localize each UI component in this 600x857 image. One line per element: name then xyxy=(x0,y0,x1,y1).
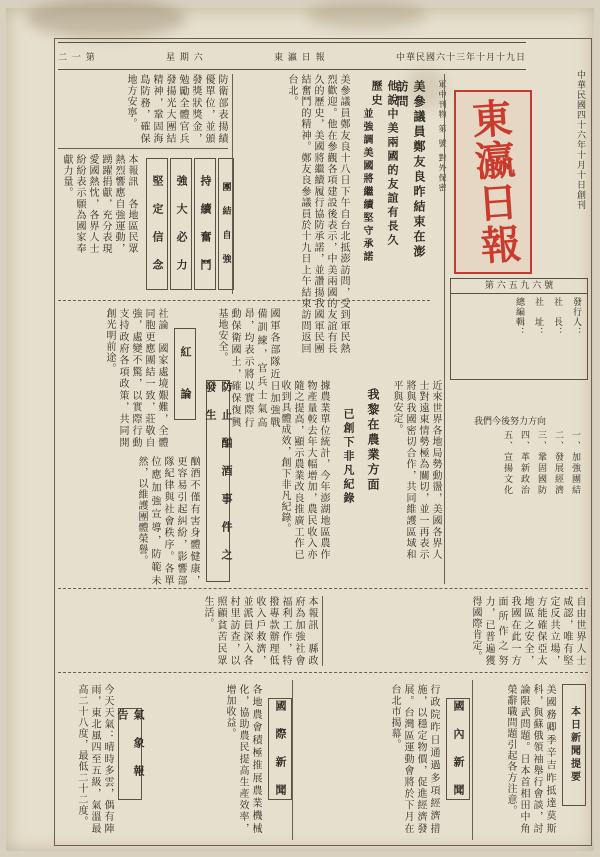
anti-drink-body: 酗酒不僅有害身體健康，更容易引起糾紛，影響部隊紀律與社會秩序。各單位應加強宣導，防範未然，以維護團體榮譽。 xyxy=(136,456,199,586)
contents-item: 二、發展經濟 xyxy=(553,430,563,496)
stain-top-mid xyxy=(306,0,426,30)
editorial-head: 紅 論 xyxy=(174,328,196,420)
lead-body: 美參議員鄭友良十八日下午自台北抵澎訪問，受到軍民熱烈歡迎。他在參觀各項建設後表示，中美兩國的友誼有長久的歷史，美國將繼續履行協防承諾，並讚揚我國軍民團結奮鬥的精神。鄭友良參議員於十九日上午結束訪問返回台北。 xyxy=(286,74,349,354)
lead-subhead-2: 並強調美國將繼續堅守承諾 xyxy=(361,108,372,264)
right-side-body: 近來世界各地局勢動盪，美國各界人士對遠東情勢極為關切，並一再表示將與我國密切合作，共同維護區域和平與安定。 xyxy=(391,380,441,560)
founded-line: 中華民國四十六年十月十日創刊 xyxy=(575,70,585,210)
masthead-seal-text: 東瀛日報 xyxy=(463,96,523,268)
date-line: 中華民國六十三年十月十九日 xyxy=(395,52,526,63)
lead-subhead: 他說中美兩國的友誼有長久歷史 xyxy=(370,80,399,248)
middle-body: 據農業單位統計，今年澎湖地區農作物產量較去年大幅增加，農民收入亦隨之提高，顯示農業改良推廣工作已收到具體成效，創下非凡紀錄。 xyxy=(279,380,329,560)
anti-drink-head: 防 止 酗 酒 事 件 之 發 生 xyxy=(206,380,230,582)
lead-headline: 美參議員鄭友良昨結束在澎訪問 xyxy=(395,80,426,260)
issue-number: 第 六 五 九 六 號 xyxy=(451,279,587,294)
kicker-4: 團 結 自 強 xyxy=(218,158,234,290)
contents-item: 三、鞏固國防 xyxy=(536,430,546,496)
middle-headline: 我黎在農業方面 xyxy=(366,388,380,493)
paper-name-small: 東 瀛 日 報 xyxy=(274,52,326,63)
newspaper-page xyxy=(6,8,594,851)
kicker-2: 強 大 必 力 xyxy=(170,158,192,290)
kicker-1: 堅 定 信 念 xyxy=(146,158,168,290)
staff-editor: 總編輯： xyxy=(514,297,524,337)
news-summary-body: 美國務卿季辛吉昨抵達莫斯科，與蘇俄領袖舉行會談，討論限武問題。日本首相田中角榮辭職問題引起各方注意。 xyxy=(505,684,555,834)
lower-body-3: 國軍各部隊近日加強戰備訓練，官兵士氣高昂，均表示將以實際行動保衛國土，確保復興基地安全。 xyxy=(216,308,279,428)
intl-news-head: 國 際 新 聞 xyxy=(268,698,292,800)
staff-address: 社 址： xyxy=(533,297,543,337)
lower-body-2: 自由世界人士咸認，唯有堅定反共立場，方能確保亞太地區之安全，我國在此一方面所作之努力，已普遍獲得國際肯定。 xyxy=(470,596,585,666)
contents-item: 五、宣揚文化 xyxy=(502,430,512,496)
contents-item: 一、加強團結 xyxy=(570,430,580,496)
page-label: 二 一 第 xyxy=(58,52,96,63)
editorial-body: 社論 國家處境艱難，全體同胞更應團結一致，莊敬自強，處變不驚，以實際行動支持政府各項政策，共同開創光明前途。 xyxy=(104,308,167,448)
weather-body: 今天天氣：晴時多雲，偶有陣雨，東北風四至五級，氣溫最高二十八度，最低二十二度。 xyxy=(76,684,113,834)
middle-subhead: 已創下非凡紀錄 xyxy=(342,408,355,506)
staff-director: 社 長： xyxy=(552,297,562,337)
staff-publisher: 發行人： xyxy=(571,297,581,337)
registration-line: 軍中刊物 第 號 對外保密 xyxy=(438,80,447,194)
contents-title: 我們今後努力方向 xyxy=(474,417,547,427)
kicker-3: 持 續 奮 鬥 xyxy=(194,158,216,290)
weekday: 星 期 六 xyxy=(166,52,204,63)
contents-item: 四、革新政治 xyxy=(519,430,529,496)
stain-top-left xyxy=(26,0,186,38)
column-b: 本報訊 各地區民眾熱烈響應自強運動，踴躍捐獻，充分表現愛國熱忱，各界人士紛紛表示願為國家奉獻力量。 xyxy=(61,154,137,254)
page-frame xyxy=(54,38,592,846)
lower-body-1: 本報訊 縣政府為加強社會福利工作，特撥專款辦理低收入戶救濟，並派員深入各村里訪查，以照顧貧苦民眾生活。 xyxy=(202,596,317,666)
domestic-news-head: 國 內 新 聞 xyxy=(446,698,470,800)
farm-news-body: 各地農會積極推展農業機械化，協助農民提高生產效率，增加收益。 xyxy=(224,684,261,834)
weather-head: 氣 象 報 告 xyxy=(118,708,142,800)
domestic-news-body: 行政院昨日通過多項經濟措施，以穩定物價，促進經濟發展。台灣區運動會將於下月在台北市揭幕。 xyxy=(389,684,439,834)
news-summary-head: 本日新聞提要 xyxy=(562,684,586,806)
column-a: 防衛部表揚績優單位，並頒發獎狀獎金，勉勵全體官兵發揚光大團結精神，鞏固海島防務，確保地方安寧。 xyxy=(125,74,227,144)
